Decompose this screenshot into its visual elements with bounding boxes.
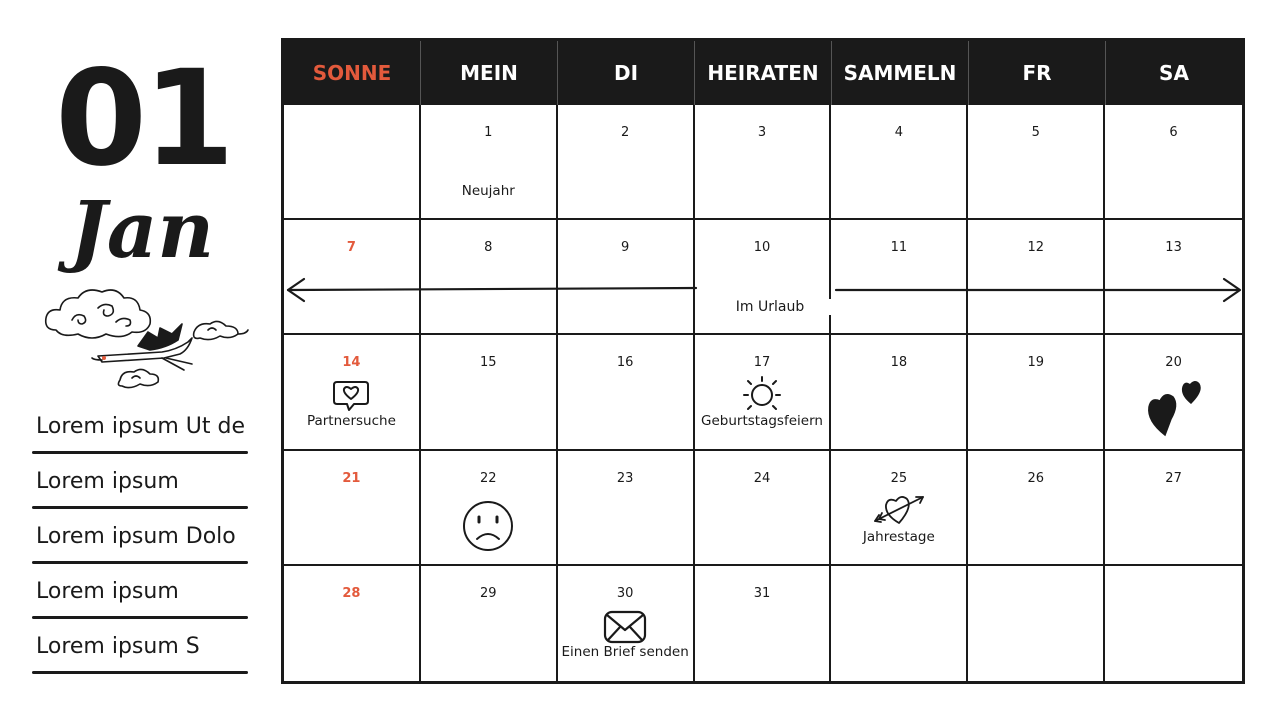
day-cell[interactable]: [558, 566, 695, 681]
day-cell[interactable]: [831, 335, 968, 450]
date-number: 21: [342, 470, 361, 486]
notes-list: [32, 402, 248, 677]
date-number: 9: [620, 240, 630, 256]
day-cell[interactable]: [284, 105, 421, 220]
date-number: 24: [753, 470, 771, 486]
note-underline: [32, 561, 248, 564]
weekday-sunday: SONNE: [284, 41, 421, 105]
date-number: 16: [616, 355, 634, 371]
date-number: 28: [342, 585, 361, 601]
note-text: Lorem ipsum S: [36, 634, 200, 659]
date-number: 27: [1165, 470, 1182, 486]
day-cell[interactable]: [1105, 105, 1242, 220]
day-cell[interactable]: [968, 451, 1105, 566]
day-cell[interactable]: [284, 566, 421, 681]
note-text: Lorem ipsum: [36, 579, 179, 604]
day-cell[interactable]: [421, 335, 558, 450]
day-cell[interactable]: [284, 335, 421, 450]
date-number: 22: [480, 470, 497, 486]
note-item: [32, 567, 248, 622]
date-number: 20: [1165, 355, 1182, 371]
day-cell[interactable]: [421, 451, 558, 566]
date-number: 29: [480, 585, 497, 601]
day-cell[interactable]: [558, 105, 695, 220]
date-number: 26: [1027, 470, 1044, 486]
heart-arrow-icon: [871, 491, 927, 527]
day-cell[interactable]: [695, 105, 832, 220]
date-number: 1: [484, 125, 493, 140]
note-text: Lorem ipsum Ut de: [36, 414, 245, 439]
note-underline: [32, 506, 248, 509]
day-cell[interactable]: [968, 105, 1105, 220]
day-cell[interactable]: [831, 105, 968, 220]
sad-face-icon: [460, 499, 516, 553]
day-cell[interactable]: [421, 566, 558, 681]
weekday-monday: MEIN: [421, 41, 558, 105]
day-cell[interactable]: [695, 335, 832, 450]
date-number: 18: [890, 355, 908, 371]
day-cell[interactable]: [558, 451, 695, 566]
weekday-wednesday: HEIRATEN: [695, 41, 832, 105]
calendar: [281, 38, 1245, 684]
event-vacation: Im Urlaub: [700, 299, 840, 315]
date-number: 17: [753, 355, 771, 371]
day-cell[interactable]: [968, 566, 1105, 681]
day-cell[interactable]: [831, 566, 968, 681]
event-new-year: Neujahr: [461, 183, 515, 199]
note-underline: [32, 451, 248, 454]
event-letter: Einen Brief senden: [561, 643, 689, 660]
day-cell[interactable]: [831, 451, 968, 566]
event-partner-search: Partnersuche: [306, 413, 396, 430]
day-cell[interactable]: [1105, 451, 1242, 566]
date-number: 5: [1031, 125, 1040, 140]
event-birthday: Geburtstagsfeiern: [701, 413, 823, 430]
day-cell[interactable]: [421, 105, 558, 220]
event-anniversary: Jahrestage: [862, 528, 935, 545]
date-number: 7: [346, 240, 356, 256]
note-item: [32, 512, 248, 567]
note-item: [32, 622, 248, 677]
note-item: [32, 402, 248, 457]
note-underline: [32, 671, 248, 674]
note-item: [32, 457, 248, 512]
weekday-friday: FR: [969, 41, 1106, 105]
day-cell[interactable]: [968, 335, 1105, 450]
day-cell[interactable]: [695, 451, 832, 566]
date-number: 25: [890, 470, 908, 486]
day-cell[interactable]: [558, 335, 695, 450]
note-text: Lorem ipsum Dolo: [36, 524, 236, 549]
weekday-thursday: SAMMELN: [832, 41, 969, 105]
date-number: 19: [1027, 355, 1044, 371]
date-number: 30: [616, 585, 634, 601]
date-number: 23: [616, 470, 634, 486]
date-number: 3: [757, 125, 767, 140]
big-day-number: 01: [55, 42, 231, 196]
weekday-saturday: SA: [1159, 61, 1189, 85]
date-number: 10: [753, 240, 771, 256]
weekday-header: [284, 41, 1242, 105]
date-number: 15: [480, 355, 497, 371]
weekday-tuesday: DI: [558, 41, 695, 105]
clouds-crane-icon: [42, 284, 252, 396]
day-cell[interactable]: [695, 566, 832, 681]
calendar-grid: [284, 105, 1242, 681]
date-number: 11: [890, 240, 908, 256]
month-name: Jan: [69, 185, 215, 276]
day-cell[interactable]: [1105, 566, 1242, 681]
date-number: 8: [484, 240, 493, 256]
note-text: Lorem ipsum: [36, 469, 179, 494]
envelope-icon: [602, 608, 648, 646]
date-number: 12: [1027, 240, 1044, 256]
date-number: 4: [894, 125, 903, 140]
hearts-icon: [1141, 375, 1207, 439]
sun-icon: [741, 373, 783, 413]
day-cell[interactable]: [284, 451, 421, 566]
day-cell[interactable]: [1105, 335, 1242, 450]
left-panel: [0, 0, 270, 720]
date-number: 13: [1165, 240, 1182, 256]
date-number: 6: [1169, 125, 1178, 140]
note-underline: [32, 616, 248, 619]
date-number: 31: [753, 585, 771, 601]
heart-speech-bubble-icon: [332, 379, 370, 413]
date-number: 14: [342, 355, 361, 371]
date-number: 2: [620, 125, 630, 140]
